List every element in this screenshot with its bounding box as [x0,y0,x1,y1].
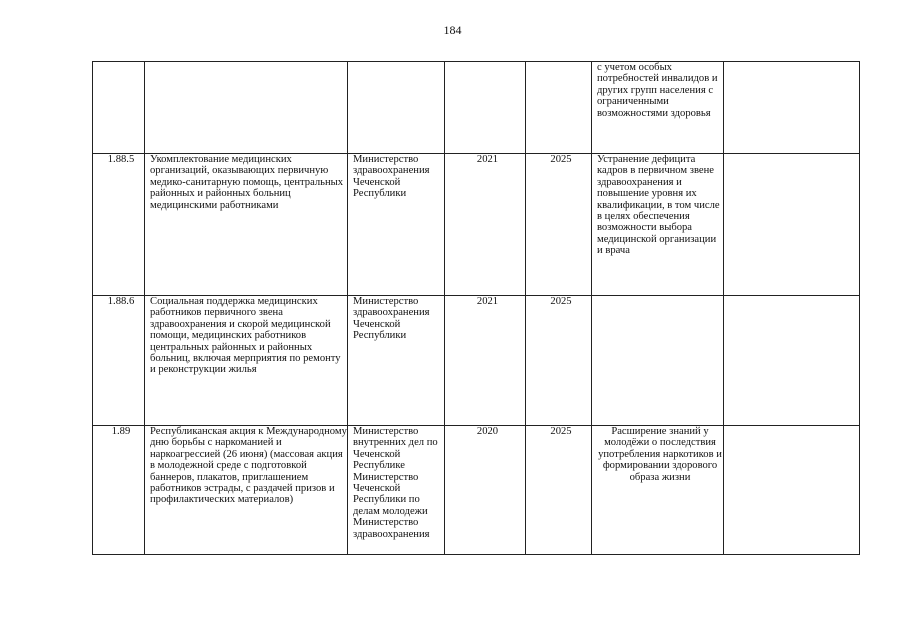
row-number-cell: 1.88.5 [93,154,145,296]
row-number-cell: 1.88.6 [93,296,145,426]
event-cell [145,62,348,154]
table-row [93,154,860,296]
executor-cell: Министерство внутренних дел по Чеченской Республике Министерство Чеченской Республики по делам молодежи Министерство здравоохранения [348,426,445,555]
note-cell [724,296,860,426]
executor-cell [348,62,445,154]
start-year-cell: 2021 [445,154,526,296]
row-number-cell: 1.89 [93,426,145,555]
table-row [93,426,860,555]
page-number: 184 [443,23,462,37]
plan-table [92,61,860,555]
table-row [93,62,860,154]
event-cell: Укомплектование медицинских организаций, оказывающих первичную медико-санитарную помощь, центральных районных и районных больниц медицинскими работниками [145,154,348,296]
result-cell: Расширение знаний у молодёжи о последствия употребления наркотиков и формировании здорового образа жизни [592,426,724,555]
end-year-cell: 2025 [526,154,592,296]
result-cell: с учетом особых потребностей инвалидов и других групп населения с ограниченными возможностями здоровья [592,62,724,154]
note-cell [724,62,860,154]
row-number-cell [93,62,145,154]
event-cell: Республиканская акция к Международному дню борьбы с наркоманией и наркоагрессией (26 июня) (массовая акция в молодежной среде с подготовкой баннеров, плакатов, приглашением работников эстрады, с раздачей призов и профилактических материалов) [145,426,348,555]
executor-cell: Министерство здравоохранения Чеченской Республики [348,296,445,426]
result-cell: Устранение дефицита кадров в первичном звене здравоохранения и повышение уровня их квалификации, в том числе в целях обеспечения возможности выбора медицинской организации и врача [592,154,724,296]
note-cell [724,154,860,296]
end-year-cell: 2025 [526,426,592,555]
start-year-cell: 2020 [445,426,526,555]
end-year-cell: 2025 [526,296,592,426]
note-cell [724,426,860,555]
event-cell: Социальная поддержка медицинских работников первичного звена здравоохранения и скорой медицинской помощи, медицинских работников центральных районных и районных больниц, включая мерприятия по ремонту и реконструкции жилья [145,296,348,426]
start-year-cell: 2021 [445,296,526,426]
start-year-cell [445,62,526,154]
end-year-cell [526,62,592,154]
executor-cell: Министерство здравоохранения Чеченской Республики [348,154,445,296]
table-row [93,296,860,426]
result-cell [592,296,724,426]
